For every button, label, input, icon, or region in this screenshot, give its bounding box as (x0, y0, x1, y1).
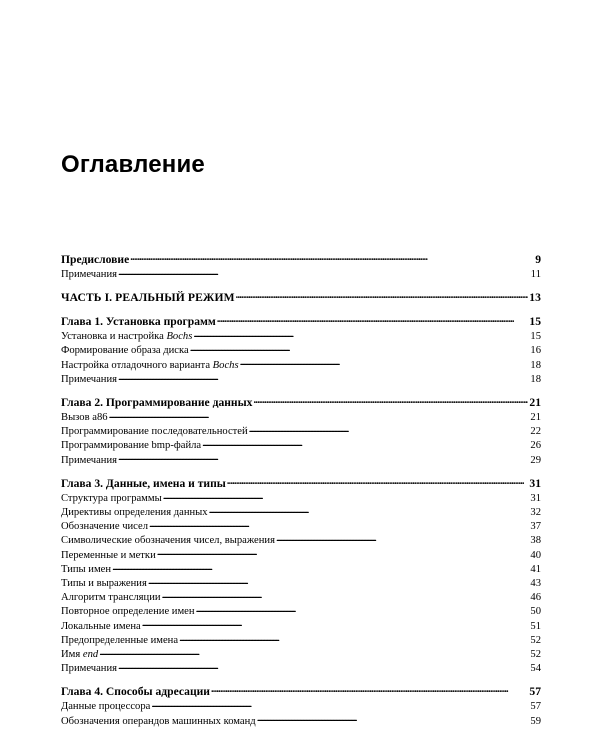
toc-entry-text: Предисловие (61, 253, 130, 266)
toc-entry-emphasis: Bochs (166, 331, 193, 343)
dot-leader (151, 699, 529, 709)
page-number: 32 (530, 507, 541, 519)
toc-entry-text: Настройка отладочного варианта (61, 359, 213, 371)
toc-entry-text: Обозначение чисел (61, 521, 149, 533)
toc-entry-label (61, 534, 275, 547)
toc-heading-label (61, 252, 129, 267)
toc-heading-label (61, 395, 252, 410)
toc-entry-label (61, 662, 117, 675)
toc-entry-text: Глава 3. Данные, имена и типы (61, 476, 226, 490)
dot-leader (112, 562, 529, 572)
toc-entry-label (61, 344, 189, 357)
toc-entry-text: ЧАСТЬ I. РЕАЛЬНЫЙ РЕЖИМ (61, 291, 235, 305)
toc-heading-label (61, 476, 226, 491)
toc-entry-text: Установка и настройка (61, 331, 167, 343)
page-number: 57 (529, 685, 541, 699)
page-number: 13 (529, 291, 541, 305)
toc-entry-text: Примечания (61, 373, 117, 385)
toc-entry-label (61, 411, 108, 424)
toc-heading[interactable] (61, 314, 541, 329)
toc-entry-label (61, 549, 156, 562)
page-number: 50 (530, 606, 541, 618)
toc-entry-label (61, 648, 98, 661)
page-number: 18 (530, 359, 541, 371)
page-number: 52 (530, 649, 541, 661)
toc-entry[interactable] (61, 505, 541, 519)
page-number: 51 (530, 620, 541, 632)
toc-entry[interactable] (61, 358, 541, 372)
toc-entry-text: Локальные имена (61, 620, 141, 632)
toc-entry-text: Типы и выражения (61, 578, 147, 590)
table-of-contents (61, 252, 541, 737)
dot-leader (236, 291, 529, 301)
toc-entry[interactable] (61, 647, 541, 661)
toc-heading-label (61, 290, 235, 305)
toc-entry-label (61, 563, 111, 576)
toc-heading[interactable] (61, 395, 541, 410)
dot-leader (130, 253, 534, 263)
toc-entry-label (61, 506, 208, 519)
page-number: 52 (530, 634, 541, 646)
toc-section (61, 314, 541, 386)
toc-entry-text: Обозначения операндов машинных команд (61, 715, 256, 727)
toc-heading[interactable] (61, 290, 541, 305)
page-number: 26 (530, 440, 541, 452)
dot-leader (211, 685, 528, 695)
toc-entry-label (61, 577, 147, 590)
page-number: 21 (530, 412, 541, 424)
toc-entry[interactable] (61, 714, 541, 728)
toc-section (61, 252, 541, 281)
dot-leader (227, 477, 529, 487)
dot-leader (196, 604, 530, 614)
page-number: 37 (530, 521, 541, 533)
toc-section (61, 684, 541, 727)
toc-entry-text: Повторное определение имен (61, 606, 195, 618)
page-number: 29 (530, 454, 541, 466)
toc-entry-label (61, 591, 161, 604)
toc-entry[interactable] (61, 590, 541, 604)
page-number: 11 (530, 269, 541, 280)
page-number: 38 (530, 535, 541, 547)
page-number: 40 (530, 549, 541, 561)
toc-entry[interactable] (61, 343, 541, 357)
toc-entry-text: Предопределенные имена (61, 634, 179, 646)
toc-heading[interactable] (61, 252, 541, 267)
toc-entry-label (61, 634, 178, 647)
page-number: 43 (530, 578, 541, 590)
toc-entry[interactable] (61, 699, 541, 713)
toc-entry-text: Формирование образа диска (61, 345, 189, 357)
dot-leader (190, 343, 530, 353)
toc-entry[interactable] (61, 548, 541, 562)
toc-entry[interactable] (61, 453, 541, 467)
toc-entry[interactable] (61, 519, 541, 533)
page-number: 16 (530, 345, 541, 357)
toc-entry-label (61, 520, 148, 533)
toc-entry-text: Примечания (61, 454, 117, 466)
dot-leader (209, 505, 530, 515)
toc-entry[interactable] (61, 438, 541, 452)
toc-heading-label (61, 684, 210, 699)
page-number: 15 (530, 331, 541, 343)
dot-leader (193, 329, 529, 339)
dot-leader (148, 576, 530, 586)
toc-entry-label (61, 439, 201, 452)
toc-entry-text: Типы имен (61, 563, 112, 575)
toc-entry-label (61, 268, 117, 281)
toc-heading-label (61, 314, 216, 329)
toc-section (61, 290, 541, 305)
toc-entry-text: Символические обозначения чисел, выражения (61, 535, 275, 547)
dot-leader (109, 410, 530, 420)
dot-leader (240, 358, 530, 368)
toc-entry-label (61, 373, 117, 386)
dot-leader (253, 396, 528, 406)
dot-leader (276, 533, 529, 543)
toc-entry-text: Глава 1. Установка программ (61, 315, 216, 329)
dot-leader (257, 714, 530, 724)
toc-entry[interactable] (61, 661, 541, 675)
dot-leader (118, 661, 529, 671)
toc-entry-emphasis: Bochs (212, 359, 239, 371)
toc-entry-label (61, 330, 192, 343)
page-number: 59 (530, 715, 541, 727)
toc-entry-text: Глава 4. Способы адресации (61, 685, 210, 699)
dot-leader (118, 372, 529, 382)
dot-leader (217, 315, 529, 325)
toc-entry[interactable] (61, 576, 541, 590)
toc-entry[interactable] (61, 372, 541, 386)
toc-entry-text: Примечания (61, 663, 117, 675)
page-number: 54 (530, 663, 541, 675)
dot-leader (157, 548, 530, 558)
page-number: 31 (529, 476, 541, 490)
dot-leader (142, 619, 530, 629)
toc-entry-label (61, 454, 117, 467)
toc-entry-emphasis: end (82, 649, 99, 661)
page-number: 41 (530, 563, 541, 575)
toc-entry[interactable] (61, 562, 541, 576)
toc-entry-text: Примечания (61, 269, 117, 280)
toc-heading[interactable] (61, 476, 541, 491)
toc-entry-label (61, 620, 141, 633)
toc-entry-label (61, 492, 162, 505)
toc-entry-label (61, 715, 256, 728)
page-number: 31 (530, 492, 541, 504)
toc-entry-text: Программирование последовательностей (61, 426, 248, 438)
toc-entry[interactable] (61, 619, 541, 633)
dot-leader (118, 267, 530, 277)
toc-section (61, 476, 541, 676)
toc-entry-text: Переменные и метки (61, 549, 156, 561)
page-number: 46 (530, 592, 541, 604)
toc-entry-text: Структура программы (61, 492, 162, 504)
toc-entry[interactable] (61, 267, 541, 281)
page-number: 9 (535, 253, 541, 266)
toc-entry-text: Директивы определения данных (61, 507, 208, 519)
dot-leader (118, 453, 529, 463)
toc-entry-label (61, 359, 239, 372)
toc-heading[interactable] (61, 684, 541, 699)
page-number: 22 (530, 426, 541, 438)
toc-entry[interactable] (61, 533, 541, 547)
toc-entry-text: Имя (61, 649, 83, 661)
dot-leader (202, 438, 529, 448)
toc-section (61, 395, 541, 467)
toc-entry[interactable] (61, 491, 541, 505)
toc-entry-text: Алгоритм трансляции (61, 592, 161, 604)
toc-entry[interactable] (61, 424, 541, 438)
toc-entry[interactable] (61, 329, 541, 343)
toc-entry-text: Глава 2. Программирование данных (61, 396, 253, 410)
toc-entry-text: Программирование bmp-файла (61, 440, 202, 452)
dot-leader (162, 590, 530, 600)
page-number: 21 (529, 396, 541, 410)
dot-leader (99, 647, 529, 657)
page-number: 15 (529, 315, 541, 329)
dot-leader (149, 519, 529, 529)
toc-entry-label (61, 425, 248, 438)
dot-leader (179, 633, 529, 643)
dot-leader (163, 491, 530, 501)
toc-entry-label (61, 605, 195, 618)
toc-entry[interactable] (61, 604, 541, 618)
toc-entry-text: Вызов a86 (61, 412, 108, 424)
page-number: 57 (530, 701, 541, 713)
toc-entry[interactable] (61, 633, 541, 647)
toc-entry-label (61, 700, 150, 713)
page-number: 18 (530, 373, 541, 385)
toc-entry[interactable] (61, 410, 541, 424)
page-title: Оглавление (61, 151, 205, 178)
dot-leader (249, 424, 530, 434)
toc-entry-text: Данные процессора (61, 701, 151, 713)
